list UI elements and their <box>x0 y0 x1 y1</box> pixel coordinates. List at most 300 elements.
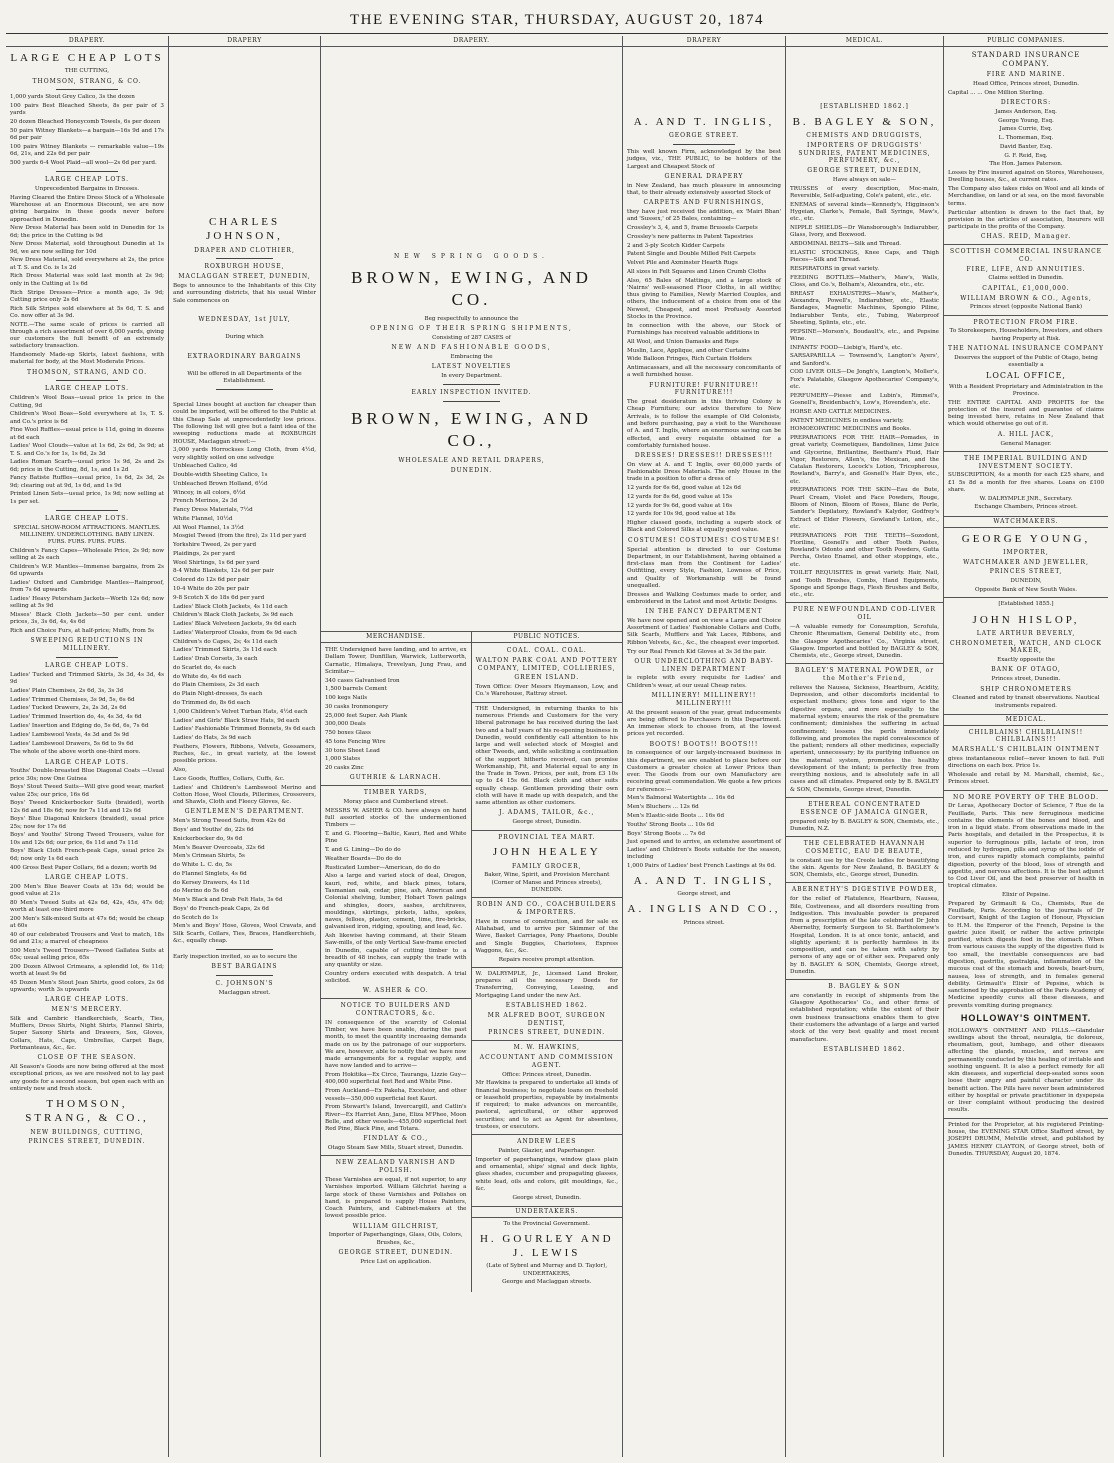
paragraph: We have now opened and on view a Large and Choice Assortment of Ladies' Fashionable Collars and Cuffs, Silk Scarfs, Mufflers and Yak Laces, Ribbons, and Ribbon Velvets, &c., &c., the cheapest ever imported. <box>627 617 781 646</box>
ad-title: ANDREW LEES <box>517 1138 577 1146</box>
merchandise-ads <box>325 647 467 1266</box>
ad-line: COAL. COAL. COAL. <box>506 647 587 654</box>
signature-line: Price List on application. <box>360 1258 432 1265</box>
divider <box>786 836 943 837</box>
ad-title: A. AND T. INGLIS, <box>633 116 775 128</box>
divider <box>321 785 471 786</box>
divider <box>786 979 943 980</box>
public-notices-ads <box>476 647 619 1287</box>
list-item: Antimacassars, and all the necessary concomitants of a well furnished house. <box>627 365 781 379</box>
list-item: do Plain Night-dresses, 5s each <box>173 691 263 698</box>
paragraph: Claims settled in Dunedin. <box>988 275 1064 282</box>
ad-title: A. INGLIS AND CO., <box>627 903 781 916</box>
list-item: Men's Balmoral Watertights ... 16s 6d <box>627 795 735 802</box>
list-item: David Baxter, Esq. <box>999 143 1053 150</box>
signature: C. JOHNSON'S <box>215 980 274 988</box>
subhead: FURNITURE! FURNITURE!! FURNITURE!!! <box>649 381 759 397</box>
list-item: INFANTS' FOOD—Liebig's, Hard's, etc. <box>790 344 903 351</box>
divider <box>216 975 273 976</box>
paragraph: Princes street, Dunedin. <box>991 676 1061 683</box>
divider <box>216 258 273 259</box>
list-item: Ladies' and Children's Lambswool Merino and Cotton Hose, Wool Clouds, Pillerines, Crossovers, and Shawls, Cloth and Fleecy Gloves, &c. <box>173 784 316 806</box>
footer-city: PRINCES STREET, DUNEDIN. <box>28 1138 146 1146</box>
ad-line: WILLIAM BROWN & CO., Agents, <box>960 294 1092 302</box>
list-item: Children's Wool Boas—usual price 1s price in the Cutting, 9d <box>10 395 164 409</box>
list-item: 3,000 yards Horrockses Long Cloth, from 4½d, very slightly soiled on one selvedge <box>173 447 316 461</box>
divider <box>786 882 943 883</box>
paragraph: Baker, Wine, Spirit, and Provision Merchant (Corner of Manse and Princes streets), DUNEDIN. <box>484 872 610 893</box>
list-item: Rich and Choice Furs, at half-price; Muffs, from 5s <box>10 628 155 635</box>
columns <box>6 36 1108 1457</box>
signature: GUTHRIE & LARNACH. <box>349 774 442 782</box>
subhead: LARGE CHEAP LOTS. <box>44 385 130 393</box>
paragraph: Have in course of construction, and for sale ex Allahabad, and to arrive per Skimmer of the Wave, Basket Carriages, Pony Phaetons, Double and Single Buggies, Chariotees, Express Waggons, &c., &c. <box>475 918 618 954</box>
paragraph: Having Cleared the Entire Dress Stock of a Wholesale Warehouse at an Enormous Discount, we are now giving bargains in these goods never before approached in Dunedin. <box>10 194 164 223</box>
list-item: 50 pairs Witney Blankets—a bargain—16s 9d and 17s 6d per pair <box>10 127 164 142</box>
list-item: do Plain Chemises, 2s 3d each <box>173 682 260 689</box>
list <box>173 818 316 945</box>
list-item: do Scarlet do, 4s each <box>173 664 236 671</box>
paragraph: George street, and <box>677 891 731 898</box>
section-header: WATCHMAKERS. <box>944 516 1108 528</box>
ad-line: CARPETS AND FURNISHINGS, <box>643 199 765 207</box>
list-1 <box>10 94 164 167</box>
list-item: PREPARATIONS FOR THE TEETH—Sozodont, Floriline, Gosnell's and other Tooth Pastes, Rowland's Odonto and other Tooth Powders, Gutta Percha, Osteo Enamel, and other stoppings, etc., etc. <box>790 532 939 568</box>
list-item: Men's Black and Drab Felt Hats, 3s 6d <box>173 897 283 904</box>
list-item: Ladies' Heavy Petersham Jackets—Worth 12s 6d; now selling at 5s 9d <box>10 596 164 610</box>
subhead: BOOTS! BOOTS!! BOOTS!!! <box>649 740 759 748</box>
list-item: Also, <box>173 767 187 774</box>
list-item: 1,000 Slates <box>325 756 361 763</box>
divider <box>216 949 273 950</box>
subhead: IN THE FANCY DEPARTMENT <box>645 608 763 616</box>
ad-title: STANDARD INSURANCE COMPANY. <box>971 51 1081 69</box>
blank-space <box>627 51 781 111</box>
note3: The whole of the above worth one-third more. <box>10 749 141 756</box>
paragraph: Princes street. <box>683 919 725 926</box>
list-item: Colored do 12s 6d per pair <box>173 577 250 584</box>
list-item: New Dress Material, sold everywhere at 2s, the price at T. S. and Co. is 1s 2d <box>10 257 164 271</box>
ad-line: EARLY INSPECTION INVITED. <box>411 389 532 397</box>
list-item: Ladies' Lambswool Drawers, 5s 6d to 9s 6d <box>10 740 134 747</box>
ad-line: ACCOUNTANT AND COMMISSION AGENT. <box>479 1053 614 1069</box>
ad-line: WATCHMAKER AND JEWELLER, <box>963 558 1089 566</box>
divider <box>944 1118 1108 1119</box>
paragraph: MESSRS W. ASHER & CO. have always on hand full assorted stocks of the undermentioned Timbers — <box>325 807 467 829</box>
divider <box>472 967 623 968</box>
list-item: ENEMAS of several kinds—Kennedy's, Higginson's Hygeian, Clarke's, Female, Ball Syringe, Maw's, etc., etc. <box>790 201 939 223</box>
footer-address: NEW BUILDINGS, CUTTING, <box>30 1128 144 1136</box>
subhead: PURE NEWFOUNDLAND COD-LIVER OIL <box>792 606 937 622</box>
list-item: Ladies' Trimmed Skirts, 3s 11d each <box>173 647 277 654</box>
divider <box>56 89 118 90</box>
paragraph: Special attention is directed to our Costume Department, in our Establishment, having obtained a first-class man from the Continent for Ladies' Outfitting, every Style, Fashion, Lowness of Price, and Quality of Workmanship will be found unequalled. <box>627 546 781 589</box>
ad-line: MARSHALL'S CHILBLAIN OINTMENT <box>951 746 1101 754</box>
subhead: LARGE CHEAP LOTS. <box>44 662 130 670</box>
list-item: 300,000 Deals <box>325 721 366 728</box>
ad-title: WALTON PARK COAL AND POTTERY COMPANY, LIMITED, COLLIERIES, <box>475 656 618 672</box>
list-item: 400 Gross Best Paper Collars, 6d a dozen; worth 9d <box>10 864 157 871</box>
list-item: 20 casks Zinc <box>325 765 364 772</box>
ad-line: OPENING OF THEIR SPRING SHIPMENTS, <box>370 325 573 333</box>
subhead: NOTICE TO BUILDERS AND CONTRACTORS, &c. <box>340 1002 451 1018</box>
list-item: Children's Black Cloth Jackets, 3s 9d each <box>173 612 294 619</box>
paragraph: With a Resident Proprietary and Administration in the Province. <box>949 383 1103 397</box>
list-item: Ladies' Plain Chemises, 2s 6d, 3s, 3s 3d <box>10 687 124 694</box>
paragraph: Prepared by Grimault & Co., Chemists, Rue de Feuillade, Paris. According to the journals of Dr Corvisart, Knight of the Legion of Honour, Physician to H.M. the Emperor of the French, Pepsine is the gastric juice itself, or rather the active principle purified, which digests food in the stomach. When from various causes the supply of the digestive fluid is too small, the inevitable consequences are bad digestion, gastritis, gastralgia, inflammation of the mucous coat of the stomach and bowels, heart-burn, nausea, loss of strength, and in females general debility. Grimault's Elixir of Pepsine, which is sanctioned by the approbation of the Paris Academy of Medicine speedily cures all these diseases, and prevents vomiting during pregnancy. <box>948 900 1104 1009</box>
list-item: Feathers, Flowers, Ribbons, Velvets, Gossamers, Ruches, &c., in great variety, at the lowest possible prices. <box>173 743 316 765</box>
ad-sub: THE CUTTING, <box>64 68 110 75</box>
ad-line: ESTABLISHED 1862. <box>505 1001 588 1009</box>
list-item: HORSE AND CATTLE MEDICINES. <box>790 408 892 415</box>
section-header: UNDERTAKERS. <box>472 1206 623 1218</box>
subhead: OUR UNDERCLOTHING AND BABY-LINEN DEPARTMENT <box>634 657 774 673</box>
list-item: 100 pairs Best Bleached Sheets, 8s per pair of 3 yards <box>10 103 164 117</box>
paragraph: Early inspection invited, so as to secure the <box>173 954 298 961</box>
ad-title: JOHN HISLOP, <box>972 613 1080 626</box>
list-item: New Dress Material, sold throughout Dunedin at 1s 9d, we are now selling for 10d <box>10 241 164 255</box>
list-item: TRUSSES of every description, Moc-main, Reversible, Self-adjusting, Cole's patent, etc., etc. <box>790 185 939 200</box>
paragraph: W. DALRYMPLE, Jr., Licensed Land Broker, prepares all the necessary Deeds for Transferring, Conveying, Leasing, and Mortgaging Land under the new Act. <box>475 970 618 999</box>
list-item: Men's Strong Tweed Suits, from 42s 6d <box>173 818 286 825</box>
list-item: 500 yards 6-4 Wool Plaid—all wool—2s 6d per yard. <box>10 159 157 166</box>
list-2 <box>10 225 164 320</box>
column-1 <box>6 36 169 1457</box>
ad-line: ESTABLISHED 1862. <box>823 1045 906 1053</box>
column-header: DRAPERY. <box>6 36 168 47</box>
list-item: 1,500 barrels Cement <box>325 686 387 693</box>
ad-line: Beg respectfully to announce the <box>424 315 519 322</box>
list-item: All Wool, and Union Damasks and Reps <box>627 338 739 345</box>
list-item: Yorkshire Tweed, 2s per yard <box>173 542 257 549</box>
paragraph: prepared only by B. BAGLEY & SON, Chemists, etc., Dunedin, N.Z. <box>790 818 939 832</box>
list-item: Double-width Sheeting Calico, 1s <box>173 472 268 479</box>
list-item: Misses' Black Cloth Jackets—50 per cent. under prices, 3s, 3s 6d, 4s, 4s 6d <box>10 612 164 626</box>
divider <box>786 797 943 798</box>
ad-line: FAMILY GROCER, <box>511 862 582 870</box>
paragraph: Elixir of Pepsine. <box>1001 892 1051 899</box>
ad-line: WHOLESALE AND RETAIL DRAPERS, <box>398 457 545 465</box>
paragraph: Painter, Glazier, and Paperhanger. <box>498 1147 596 1154</box>
list-item: The Hon. James Paterson. <box>989 161 1063 168</box>
paragraph: [Established 1855.] <box>998 601 1054 608</box>
subhead: ETHEREAL CONCENTRATED ESSENCE OF JAMAICA GINGER, <box>800 800 929 816</box>
paragraph: Losses by Fire insured against on Stores, Warehouses, Dwelling houses, &c., at current rates. <box>948 170 1104 184</box>
section-header: MEDICAL. <box>944 714 1108 726</box>
list-item: Ladies' and Girls' Black Straw Hats, 9d each <box>173 717 300 724</box>
list-item: ABDOMINAL BELTS—Silk and Thread. <box>790 241 902 248</box>
ad-line: CAPITAL, £1,000,000. <box>982 284 1070 292</box>
column-header: PUBLIC NOTICES. <box>472 632 623 643</box>
divider <box>56 657 118 658</box>
list-item: Ladies' Waterproof Cloaks, from 6s 9d each <box>173 629 297 636</box>
ad-title: CHILBLAINS! CHILBLAINS!! CHILBLAINS!!! <box>968 728 1084 744</box>
column-header: DRAPERY <box>169 36 320 47</box>
list-item: do Merino do 5s 6d <box>173 888 229 895</box>
list-item: Boys' Blue Diagonal Knickers (braided), usual price 25s; now for 17s 6d <box>10 816 164 830</box>
divider <box>216 389 273 390</box>
list-item: Ladies' Drab Corsets, 3s each <box>173 656 258 663</box>
subhead: NEW ZEALAND VARNISH AND POLISH. <box>335 1159 456 1175</box>
divider <box>944 597 1108 598</box>
list <box>325 678 467 773</box>
list-item: Ladies' Trimmed Insertion do, 4s, 4s 3d, 4s 6d <box>10 714 142 721</box>
ad-title: B. BAGLEY & SON, <box>792 115 937 128</box>
list-item: PATENT MEDICINES in endless variety. <box>790 417 904 424</box>
ad-line: CHEMISTS AND DRUGGISTS, <box>806 132 923 140</box>
list-item: 12 yards for 9s 6d, good value at 16s <box>627 502 733 509</box>
paragraph: From Auckland—Ex Pakeha, Excelsior, and other vessels—350,000 superficial feet Kauri. <box>325 1088 467 1102</box>
list-item: G. F. Reid, Esq. <box>1004 152 1048 159</box>
paragraph: W. DALRYMPLE JNR., Secretary. <box>979 495 1073 502</box>
column-header: MERCHANDISE. <box>321 632 471 643</box>
inglis-ad <box>627 115 781 927</box>
ad-title: NO MORE POVERTY OF THE BLOOD. <box>952 793 1100 801</box>
ad-line: FIRE AND MARINE. <box>986 71 1066 79</box>
divider <box>56 380 118 381</box>
ad-title: CHARLES JOHNSON, <box>206 216 283 243</box>
paragraph: Opposite Bank of New South Wales. <box>974 586 1078 593</box>
paragraph: HOLLOWAY'S OINTMENT AND PILLS.—Glandular swellings about the throat, neuralgia, tic doloreux, rheumatism, gout, lumbago, and other diseases affecting the glands, muscles, and nerves are permanently conducted by this healing of irritable and soothing unguent. It is also a perfect remedy for all skin diseases, and superficial deep-seated sores soon loose their angry and painful character under its benefit action. The Pills have never been administered either by hospital or private practitioner in dyspepsia or liver complaint without producing the desired results. <box>948 1027 1104 1114</box>
list <box>627 225 781 276</box>
paragraph: THE ENTIRE CAPITAL AND PROFITS for the protection of the insured and guarantee of claims being invested here, retains in New Zealand that which would otherwise go out of it. <box>948 399 1104 428</box>
paragraph: At the present season of the year, great inducements are being offered to Purchasers in this Department. An immense stock to choose from, at the lowest prices yet recorded. <box>627 709 781 738</box>
list-item: L. Thomeman, Esq. <box>998 135 1054 142</box>
paragraph: Weather Boards—Do do do <box>325 855 402 862</box>
ad-line: GENERAL DRAPERY <box>664 172 744 180</box>
list-item: 1,000 yards Stout Grey Calico, 3s the dozen <box>10 94 135 101</box>
paragraph: George and Maclaggan streets. <box>502 1279 592 1286</box>
list-item: 750 boxes Glass <box>325 730 371 737</box>
list-item: 8-4 White Blankets, 12s 6d per pair <box>173 568 274 575</box>
signature: J. ADAMS, TAILOR, &c., <box>499 809 595 817</box>
paragraph: relieves the Nausea, Sickness, Heartburn, Acidity, Depression, and other discomforts incidental to expectant mothers; gives tone and vigor to the digestive organs, and more especially to the maternal system; ensures the risk of the premature confinement; diminishes the suffering in actual confinement; lessens the perils immediately following, and promotes the rapid convalescence of the patient; renders all other medicines, especially aperient, unnecessary; by its purifying influence on the maternal system, promotes the healthy development of the infant; is perfectly free from everything noxious, and is absolutely safe in all cases and all climates. Prepared only by B. BAGLEY & SON, Chemists, George street, Dunedin. <box>790 684 939 793</box>
list-item: Wincey, in all colors, 6½d <box>173 489 246 496</box>
paragraph: To Storekeepers, Householders, Investors, and others having Property at Risk. <box>949 328 1103 342</box>
list-item: Wool Shirtings, 1s 6d per yard <box>173 559 260 566</box>
paragraph: IN consequence of the scarcity of Colonial Timber, we have been unable, during the past month, to meet the quantity increasing demands made on us by the patronage of our supporters. We are, however, able to notify that we have now made arrangements for a regular supply, and have now landed and to arrive— <box>325 1019 467 1070</box>
paragraph: is replete with every requisite for Ladies' and Children's wear, at our usual Cheap rates. <box>627 675 781 689</box>
subhead: LARGE CHEAP LOTS. <box>44 873 130 881</box>
note2: Handsomely Made-up Skirts, latest fashions, with material for body, at the Most Moderate Prices. <box>10 352 164 366</box>
ad-title: HOLLOWAY'S OINTMENT. <box>960 1012 1092 1023</box>
divider <box>786 602 943 603</box>
paragraph: Wholesale and retail by M. Marshall, chemist, &c., Princes street. <box>948 772 1104 786</box>
paragraph: they have just received the addition, ex 'Mairi Bhan' and 'Sussex,' of 25 Bales, containing— <box>627 209 781 223</box>
spacer <box>173 363 316 371</box>
subhead: TIMBER YARDS, <box>363 789 428 797</box>
list-item: New Dress Material has been sold in Dunedin for 1s 6d; the price in the Cutting is 9d <box>10 225 164 239</box>
list-item: 30 casks Ironmongery <box>325 703 389 710</box>
list-item: Crossley's 3, 4, and 5, frame Brussels Carpets <box>627 225 758 232</box>
ad-title: MR ALFRED BOOT, SURGEON DENTIST, <box>487 1011 606 1027</box>
subhead: MILLINERY! MILLINERY!! MILLINERY!!! <box>651 691 757 707</box>
signature: A. HILL JACK, <box>997 430 1055 438</box>
list <box>948 109 1104 169</box>
paragraph: All Season's Goods are now being offered at the most exceptional prices, as we are resolved not to lay past any goods for a second season, but open each with an entirely new and fresh stock. <box>10 1064 164 1092</box>
list-item: SARSAPARILLA — Townsend's, Langton's Ayers', and Sanford's. <box>790 353 939 367</box>
subhead: LARGE CHEAP LOTS. <box>44 758 130 766</box>
paragraph: From Hokitika—Ex Circe, Tauranga, Lizzie Guy—400,000 superficial feet Red and White Pine. <box>325 1072 467 1086</box>
ad-line: LATEST NOVELTIES <box>431 363 512 371</box>
paragraph: Try our Real French Kid Gloves at 3s 3d the pair. <box>627 648 767 655</box>
list-item: Men's Bluchers ... 12s 6d <box>627 804 699 811</box>
paragraph: Have always on sale— <box>832 177 897 184</box>
list-item: Ladies' Wool Clouds—value at 1s 6d, 2s 6d, 3s 9d; at T. S. and Co.'s for 1s, 1s 6d, 2s 3d <box>10 443 164 457</box>
subhead: CLOSE OF THE SEASON. <box>37 1054 137 1062</box>
ad-line: GREEN ISLAND. <box>514 674 580 682</box>
list-item: ELASTIC STOCKINGS, Knee Caps, and Thigh Pieces—Silk and Thread. <box>790 249 939 264</box>
divider <box>944 315 1108 316</box>
ad-line: GEORGE STREET, DUNEDIN, <box>807 167 922 175</box>
list-item: Ladies' Fashionable Trimmed Bonnets, 9s 6d each <box>173 726 316 733</box>
paragraph: Capital ... ... One Million Sterling. <box>948 89 1044 96</box>
ad-line: Embracing the <box>450 354 493 361</box>
ad-line: ROXBURGH HOUSE, <box>204 263 285 271</box>
list-4 <box>10 548 164 635</box>
paragraph: THE Undersigned, in returning thanks to his numerous Friends and Customers for the very liberal patronage he has received during the last two and a half years of his re-opening business in Dunedin, would confidently call attention to his large and well selected stock of Mosgiel and other Tweeds, and, while soliciting a continuation of the support hitherto received, can promise Workmanship, Fit, and Material equal to any in the Trade in Town. Prices, per suit, from £3 10s up to £4 15s 6d. Black cloth and other suits equally cheap. Gentlemen providing their own cloth will have it made up with despatch, and the same attention as other customers. <box>475 705 618 807</box>
list-item: Ladies' Oxford and Cambridge Mantles—Rainproof, from 7s 6d upwards <box>10 580 164 594</box>
list-item: HOMOEOPATHIC MEDICINES and Books. <box>790 426 912 433</box>
list-item: Ladies' Trimmed Chemises, 3s 9d, 5s, 6s 6d <box>10 696 135 703</box>
divider <box>944 244 1108 245</box>
blank-space <box>329 51 614 251</box>
list-item: James Anderson, Esq. <box>995 108 1057 115</box>
ad-line: FIRE, LIFE, AND ANNUITIES. <box>966 265 1086 273</box>
thomson-strang-ad <box>10 51 164 1146</box>
paragraph: Silk and Cambric Handkerchiefs, Scarfs, Ties, Mufflers, Dress Shirts, Night Shirts, Flannel Shirts, Super Saxony Shirts and Drawers, Sox, Gloves, Collars, Hats, Caps, Umbrellas, Carpet Bags, Portmanteaus, &c., &c. <box>10 1015 164 1051</box>
list-item: PERFUMERY—Piesse and Lubin's, Rimmel's, Gosnell's, Breidenbach's, Low's, Hovenden's, etc. <box>790 392 939 407</box>
paragraph: This well known Firm, acknowledged by the best judges, viz., THE PUBLIC, to be holders of the Largest and Cheapest Stock of <box>627 149 781 170</box>
list <box>173 447 316 806</box>
ad-title: THE IMPERIAL BUILDING AND INVESTMENT SOCIETY. <box>964 454 1088 470</box>
ad-line: SHIP CHRONOMETERS <box>980 685 1072 693</box>
subhead: SWEEPING REDUCTIONS IN MILLINERY. <box>30 637 144 653</box>
list-item: James Currie, Esq. <box>999 126 1053 133</box>
list-item: do Scotch do 1s <box>173 914 218 921</box>
ad-line: MACLAGGAN STREET, DUNEDIN, <box>178 273 311 281</box>
paragraph: Head Office, Princes street, Dunedin. <box>972 80 1080 87</box>
list-item: Wide Balloon Fringes, Rich Curtain Holders <box>627 356 752 363</box>
paragraph: Mr Hawkins is prepared to undertake all kinds of financial business; to negotiate loans on freehold or leasehold properties, repayable by instalments if required; to make advances on mercantile, pastoral, agricultural, or other approved securities; and to act as Agent for absentees, trustees, or executors. <box>475 1080 618 1130</box>
signature-line: GEORGE STREET, DUNEDIN. <box>338 1248 453 1256</box>
bagley-ad <box>790 103 939 1054</box>
paragraph: In consequence of our largely-increased business in this department, we are enabled to place before our Customers a greater choice at Lower Prices than ever. The Goods from our own Manufactory are receiving great commendation. We quote a few prices for reference:— <box>627 750 781 793</box>
list-8 <box>10 884 164 995</box>
list-item: Men's Elastic-side Boots ... 16s 6d <box>627 812 725 819</box>
list-item: Rich Dress Material was sold last month at 2s 9d; only in the Cutting at 1s 6d <box>10 273 164 287</box>
divider <box>443 384 500 385</box>
list-item: Men's Crimean Shirts, 5s <box>173 853 245 860</box>
ad-firm: THOMSON, STRANG, & CO. <box>32 77 142 85</box>
paragraph: Particular attention is drawn to the fact that, by provision in the articles of association, Insurers will participate in the profits of the Company. <box>948 209 1104 231</box>
list-item: French Merinos, 2s 3d <box>173 498 238 505</box>
ad-title: A. AND T. INGLIS, <box>633 874 775 887</box>
list-item: 45 Dozen Men's Stout Jean Shirts, good colors, 2s 6d upwards; worth 3s upwards <box>10 979 164 994</box>
list-item: 200 Men's Silk-mixed Suits at 47s 6d; would be cheap at 60s <box>10 915 164 929</box>
paragraph: in New Zealand, has much pleasure in announcing that, to their already extensively assorted Stock of <box>627 182 781 196</box>
paragraph: Repairs receive prompt attention. <box>498 956 595 963</box>
signature: WILLIAM GILCHRIST, <box>352 1222 439 1230</box>
subhead: B. BAGLEY & SON <box>828 983 901 991</box>
subhead: LARGE CHEAP LOTS. <box>44 996 130 1004</box>
subhead: THE CELEBRATED HAVANNAH COSMETIC, EAU DE BEAUTE, <box>803 840 926 855</box>
list-3 <box>10 395 164 506</box>
ad-line: In every Department. <box>441 373 502 380</box>
list-item: do Kersey Drawers, 4s 11d <box>173 879 250 886</box>
subhead-b: Moray place and Cumberland street. <box>343 799 449 806</box>
list-item: Men's Beaver Overcoats, 32s 6d <box>173 844 265 851</box>
list-item: Boys' Black Cloth French-peak Caps, usual price 2s 6d; now only 1s 6d each <box>10 848 164 862</box>
list-item: White Flannel, 10½d <box>173 515 233 522</box>
subhead: PROVINCIAL TEA MART. <box>498 833 596 841</box>
subhead: DRESSES! DRESSES!! DRESSES!!! <box>634 452 774 460</box>
paragraph: is constant use by the Creole ladies for beautifying the skin. Agents for New Zealand, B. BAGLEY & SON, Chemists, etc., George street, Dunedin. <box>790 857 939 879</box>
paragraph: From Stewart's Island, Invercargill, and Catlin's River—Ex Harriet Ann, Jane, Eliza M'Phee, Moon Belle, and other vessels—455,000 superficial feet Red Pine, Black Pine, and Totara. <box>325 1104 467 1133</box>
brown-ewing-ad <box>321 51 622 626</box>
ad-firm: BROWN, EWING, AND CO. <box>351 267 592 309</box>
list <box>627 485 781 519</box>
ad-line: PRINCES STREET, <box>989 568 1063 576</box>
list-item: Unbleached Calico, 4d <box>173 463 238 470</box>
column-header: PUBLIC COMPANIES. <box>944 36 1108 47</box>
subhead: GENTLEMEN'S DEPARTMENT. <box>184 808 305 816</box>
ad-title: H. GOURLEY AND J. LEWIS <box>479 1232 614 1260</box>
ad-title: M. W. HAWKINS, <box>513 1044 580 1052</box>
divider <box>472 702 623 703</box>
list-item: do Flannel Singlets, 4s 6d <box>173 870 247 877</box>
column-6 <box>944 36 1108 1457</box>
list-item: 45 tons Fencing Wire <box>325 738 386 745</box>
signature: W. ASHER & CO. <box>362 987 429 995</box>
list-item: Youths' Double-breasted Blue Diagonal Coats —Usual price 30s; now One Guinea <box>10 768 164 782</box>
ad-line: BEST BARGAINS <box>211 963 278 971</box>
subhead-sub: Unprecedented Bargains in Dresses. <box>34 186 140 193</box>
divider <box>472 1040 623 1041</box>
list-item: Muslin, Lace, Applique, and other Curtains <box>627 347 750 354</box>
divider <box>472 897 623 898</box>
paragraph: —A valuable remedy for Consumption, Scrofula, Chronic Rheumatism, General Debility etc., from the Glasgow Apothecaries' Co., Virginia street, Glasgow. Imported and bottled by BAGLEY & SON, Chemists, etc., George street, Dunedin. <box>790 624 939 660</box>
ad-line: Will be offered in all Departments of the Establishment. <box>187 370 302 384</box>
footer-firm: THOMSON, STRANG, & CO., <box>25 1098 149 1125</box>
list-item: NIPPLE SHIELDS—Dr Wansborough's Indiarubber, Glass, Ivory, and Boxwood. <box>790 225 939 239</box>
paragraph: SUBSCRIPTION, 4s a month for each £25 share, and £1 5s 8d a month for five shares. Loans on £100 share. <box>948 472 1104 493</box>
signature-line: Importer of Paperhangings, Glass, Oils, Colors, Brushes, &c., <box>328 1232 463 1246</box>
list-item: Ladies' Tucked and Trimmed Skirts, 3s 3d, 4s 3d, 4s 9d <box>10 671 164 686</box>
masthead-rule <box>6 33 1108 34</box>
list-item: Lace Goods, Ruffles, Collars, Cuffs, &c. <box>173 775 285 782</box>
column-5 <box>786 36 944 1457</box>
paragraph: Exchange Chambers, Princes street. <box>974 504 1078 511</box>
paragraph: Special Lines bought at auction far cheaper than could be imported, will be offered to the Public at this Cheap Sale at unprecedentedly low prices. The following list will give but a faint idea of the sweeping reductions made at ROXBURGH HOUSE, Maclaggan street:— <box>173 402 316 445</box>
ad-title: ROBIN AND CO., COACHBUILDERS & IMPORTERS. <box>476 901 617 916</box>
ad-line: LATE ARTHUR BEVERLY, <box>976 629 1076 637</box>
paragraph: Also, 65 Bales of Mattings, and a large stock of 'Nairns' well-seasoned Floor Cloths, in all widths; thus giving to Families, Newly Married Couples, and others, the inducement of a choice from one of the Newest, Cheapest, and most Profusely Assorted Stocks in the Province. <box>627 277 781 320</box>
signature-line: General Manager. <box>1000 440 1052 447</box>
ad-line: [ESTABLISHED 1862.] <box>820 103 909 110</box>
signature-address: George street, Dunedin. <box>512 819 581 826</box>
list-item: Ladies' Black Velveteen Jackets, 9s 6d each <box>173 621 297 628</box>
ad-line: During which <box>225 334 264 341</box>
divider <box>786 663 943 664</box>
divider <box>56 171 118 172</box>
signature-address: Maclaggan street. <box>218 990 271 997</box>
paragraph: Just opened and to arrive, an extensive assortment of Ladies' and Children's Boots suitable for the season, including <box>627 839 781 860</box>
subhead: BAGLEY'S MATERNAL POWDER, or the Mother's Friend, <box>794 667 935 683</box>
public-notices-column <box>472 632 623 1292</box>
list-item: Children's Fancy Capes—Wholesale Price, 2s 9d; now selling at 2s each <box>10 548 164 562</box>
ad-line: IMPORTER, <box>1003 548 1049 556</box>
